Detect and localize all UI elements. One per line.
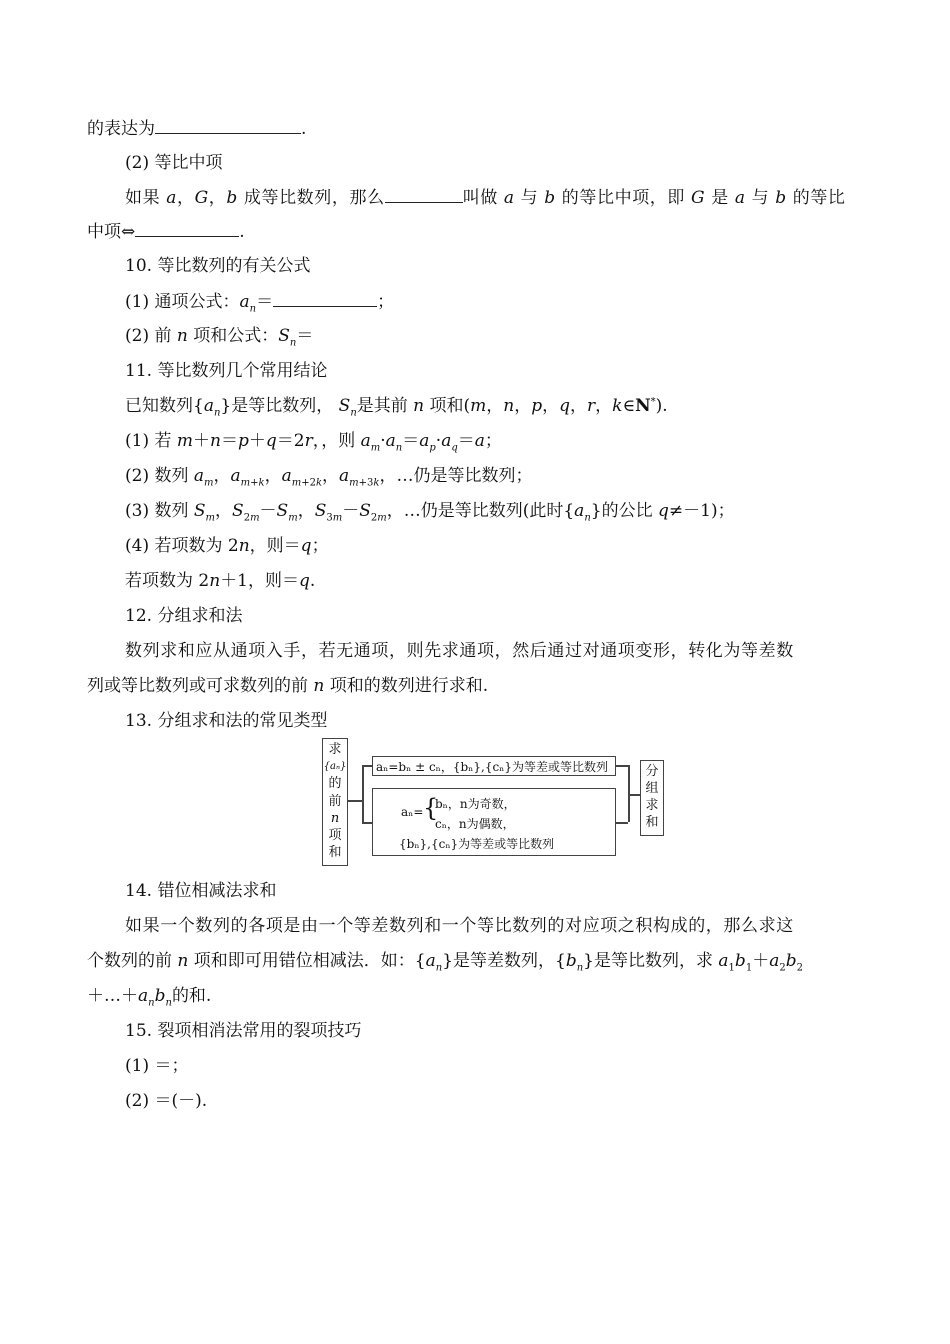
- text-line: 中项⇔ .: [87, 222, 245, 242]
- text-line: (4) 若项数为 2n，则＝q；: [125, 536, 329, 556]
- answer-blank[interactable]: [273, 290, 377, 307]
- grouping-diagram: [318, 736, 668, 868]
- diagram-left-char: 求: [328, 742, 342, 757]
- right-label-box: [640, 760, 664, 836]
- text-line: 如果一个数列的各项是由一个等差数列和一个等比数列的对应项之积构成的，那么求这: [125, 916, 794, 936]
- text-line: (2) 前 n 项和公式：$S_n=$: [125, 326, 314, 349]
- text-line: 个数列的前 n 项和即可用错位相减法．如：$\{a_n\}$是等差数列，$\{b_n\}$是等比数列，求 $a_1b_1+a_2b_2$: [87, 951, 803, 974]
- connector-line: [362, 765, 372, 767]
- text-line: 列或等比数列或可求数列的前 n 项和的数列进行求和.: [87, 676, 489, 696]
- diagram-right-char: 和: [645, 815, 659, 830]
- heading: 12. 分组求和法: [125, 606, 243, 626]
- text-line: 已知数列$\{a_n\}$是等比数列， $S_n$是其前 n 项和(m，n，p，q，r，k∈N*).: [125, 396, 668, 419]
- case-lhs: aₙ=: [401, 805, 424, 819]
- text-line: (2) 数列 $a_m$，$a_{m+k}$，$a_{m+2k}$，$a_{m+3k}$，…仍是等比数列；: [125, 466, 533, 489]
- heading: 15. 裂项相消法常用的裂项技巧: [125, 1021, 362, 1041]
- subheading: (2) 等比中项: [125, 153, 223, 173]
- diagram-left-char: 项: [328, 828, 342, 843]
- diagram-left-char: 和: [328, 845, 342, 860]
- diagram-left-char: {aₙ}: [323, 761, 347, 772]
- formula-top: aₙ=bₙ ± cₙ，{bₙ},{cₙ}为等差或等比数列: [376, 760, 609, 774]
- answer-blank[interactable]: [135, 220, 239, 237]
- heading: 10. 等比数列的有关公式: [125, 256, 311, 276]
- text-line: (1) 若 m＋n＝p＋q＝2r，，则 $a_m\cdot a_n=a_p\cdot a_q=a$；: [125, 431, 502, 454]
- connector-line: [616, 822, 628, 824]
- case-odd: bₙ，n为奇数，: [435, 797, 516, 811]
- text-line: (2) ＝(－).: [125, 1091, 208, 1111]
- answer-blank[interactable]: [385, 186, 463, 203]
- text-line: (3) 数列 $S_m$，$S_{2m}-S_m$，$S_{3m}-S_{2m}$，…仍是等比数列(此时$\{a_n\}$的公比 q≠－1)；: [125, 501, 735, 524]
- formula-box-top: [372, 756, 616, 776]
- text-line: (1) ＝；: [125, 1056, 189, 1076]
- connector-line: [628, 794, 640, 796]
- diagram-left-char: n: [330, 811, 340, 826]
- text: 的表达为: [87, 119, 155, 139]
- diagram-right-char: 分: [645, 764, 659, 779]
- connector-line: [348, 800, 362, 802]
- connector-line: [616, 765, 628, 767]
- text-line: 如果 a，G，b 成等比数列，那么 叫做 a 与 b 的等比中项，即 G 是 a 与 b 的等比: [125, 188, 846, 208]
- formula-box-bottom: [372, 788, 616, 856]
- answer-blank[interactable]: [155, 117, 301, 134]
- text-line: 数列求和应从通项入手，若无通项，则先求通项，然后通过对通项变形，转化为等差数: [125, 641, 794, 661]
- left-label-box: [322, 738, 348, 866]
- case-even: cₙ，n为偶数，: [435, 817, 515, 831]
- connector-line: [362, 822, 372, 824]
- heading: 13. 分组求和法的常见类型: [125, 711, 328, 731]
- heading: 11. 等比数列几个常用结论: [125, 361, 328, 381]
- text-line: $+\dots+a_nb_n$的和.: [87, 986, 212, 1009]
- diagram-left-char: 前: [328, 794, 342, 809]
- text-line: 若项数为 2n＋1，则＝q.: [125, 571, 316, 591]
- heading: 14. 错位相减法求和: [125, 881, 277, 901]
- diagram-left-char: 的: [328, 776, 342, 791]
- case-note: {bₙ},{cₙ}为等差或等比数列: [399, 837, 555, 851]
- brace-icon: {: [423, 794, 439, 822]
- text-line: (1) 通项公式：$a_n=$ ；: [125, 292, 395, 315]
- text-line: 的表达为 .: [87, 119, 307, 139]
- connector-line: [362, 765, 364, 822]
- diagram-right-char: 求: [645, 798, 659, 813]
- diagram-right-char: 组: [645, 781, 659, 796]
